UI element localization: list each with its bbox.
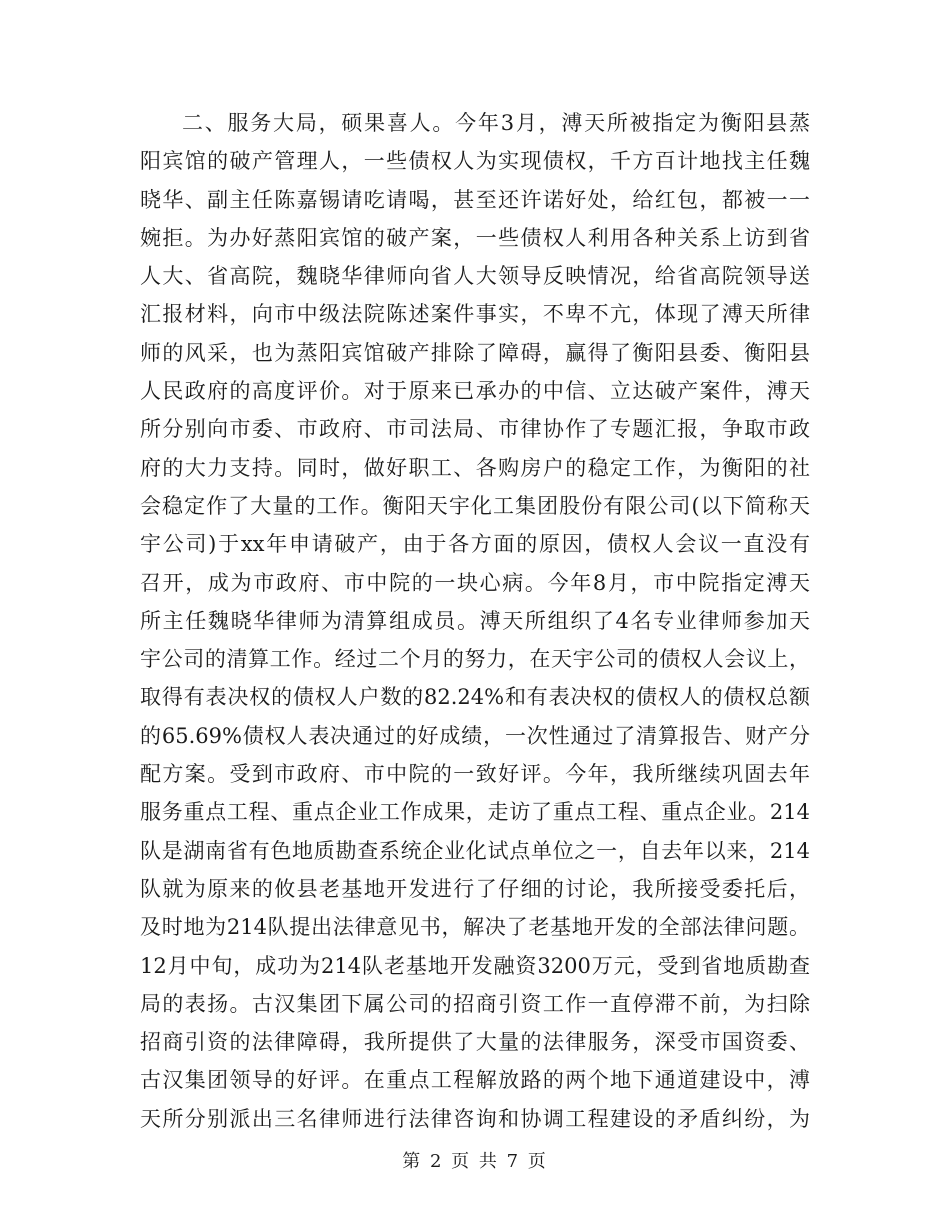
text-line: 取得有表决权的债权人户数的82.24%和有表决权的债权人的债权总额 — [140, 685, 810, 710]
text-line: 队是湖南省有色地质勘查系统企业化试点单位之一，自去年以来，214 — [140, 838, 810, 863]
text-line: 阳宾馆的破产管理人，一些债权人为实现债权，千方百计地找主任魏 — [140, 149, 810, 174]
text-line: 所主任魏晓华律师为清算组成员。溥天所组织了4名专业律师参加天 — [140, 608, 810, 633]
text-line: 古汉集团领导的好评。在重点工程解放路的两个地下通道建设中，溥 — [140, 1068, 810, 1093]
text-line: 师的风采，也为蒸阳宾馆破产排除了障碍，赢得了衡阳县委、衡阳县 — [140, 340, 810, 365]
text-line: 汇报材料，向市中级法院陈述案件事实，不卑不亢，体现了溥天所律 — [140, 302, 810, 327]
text-line: 12月中旬，成功为214队老基地开发融资3200万元，受到省地质勘查 — [140, 953, 810, 978]
text-line: 召开，成为市政府、市中院的一块心病。今年8月，市中院指定溥天 — [140, 570, 810, 595]
text-line: 宇公司)于xx年申请破产，由于各方面的原因，债权人会议一直没有 — [140, 532, 810, 557]
text-line: 招商引资的法律障碍，我所提供了大量的法律服务，深受市国资委、 — [140, 1030, 810, 1055]
text-line: 配方案。受到市政府、市中院的一致好评。今年，我所继续巩固去年 — [140, 762, 810, 787]
text-line: 的65.69%债权人表决通过的好成绩，一次性通过了清算报告、财产分 — [140, 723, 810, 748]
text-line: 及时地为214队提出法律意见书，解决了老基地开发的全部法律问题。 — [140, 915, 810, 940]
text-line: 人大、省高院，魏晓华律师向省人大领导反映情况，给省高院领导送 — [140, 264, 810, 289]
text-line: 所分别向市委、市政府、市司法局、市律协作了专题汇报，争取市政 — [140, 417, 810, 442]
text-line: 服务重点工程、重点企业工作成果，走访了重点工程、重点企业。214 — [140, 800, 810, 825]
text-line: 队就为原来的攸县老基地开发进行了仔细的讨论，我所接受委托后， — [140, 876, 810, 901]
text-line: 府的大力支持。同时，做好职工、各购房户的稳定工作，为衡阳的社 — [140, 455, 810, 480]
text-line: 人民政府的高度评价。对于原来已承办的中信、立达破产案件，溥天 — [140, 379, 810, 404]
text-line: 晓华、副主任陈嘉锡请吃请喝，甚至还许诺好处，给红包，都被一一 — [140, 187, 810, 212]
page-number-footer: 第 2 页 共 7 页 — [402, 1151, 548, 1172]
text-line: 婉拒。为办好蒸阳宾馆的破产案，一些债权人利用各种关系上访到省 — [140, 225, 810, 250]
text-line: 二、服务大局，硕果喜人。今年3月，溥天所被指定为衡阳县蒸 — [182, 111, 810, 135]
body-paragraph — [140, 104, 810, 1138]
text-line: 局的表扬。古汉集团下属公司的招商引资工作一直停滞不前，为扫除 — [140, 991, 810, 1016]
text-line: 会稳定作了大量的工作。衡阳天宇化工集团股份有限公司(以下简称天 — [140, 493, 810, 518]
text-line: 天所分别派出三名律师进行法律咨询和协调工程建设的矛盾纠纷，为 — [140, 1106, 810, 1131]
text-line: 宇公司的清算工作。经过二个月的努力，在天宇公司的债权人会议上， — [140, 647, 810, 672]
